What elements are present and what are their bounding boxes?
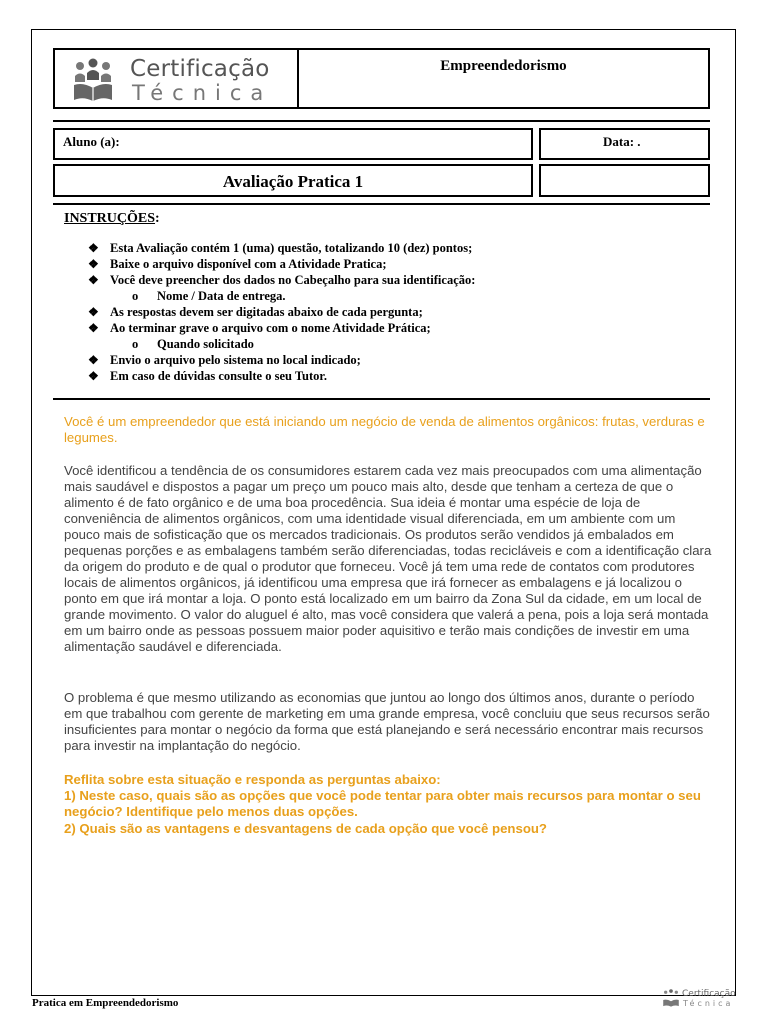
list-item <box>88 272 475 288</box>
instructions-list <box>88 240 475 384</box>
logo-text-certificacao: Certificação <box>130 56 270 82</box>
course-name: Empreendedorismo <box>440 58 567 74</box>
question-2: 2) Quais são as vantagens e desvantagens de cada opção que você pensou? <box>64 821 547 836</box>
footer-logo-text-1: Certificação <box>682 989 736 999</box>
data-label: Data: . <box>603 134 641 149</box>
instruction-text: Baixe o arquivo disponível com a Atividade Pratica; <box>110 257 387 271</box>
footer-logo <box>662 988 742 1012</box>
diamond-bullet-icon: ❖ <box>88 369 99 383</box>
list-item <box>88 352 475 368</box>
diamond-bullet-icon: ❖ <box>88 353 99 367</box>
instruction-text: Você deve preencher dos dados no Cabeçalho para sua identificação: <box>110 273 476 287</box>
instruction-text: Ao terminar grave o arquivo com o nome Atividade Prática; <box>110 321 431 335</box>
diamond-bullet-icon: ❖ <box>88 257 99 271</box>
problem-paragraph: O problema é que mesmo utilizando as economias que juntou ao longo dos últimos anos, durante o período em que trabalhou com gerente de marketing em uma grande empresa, você concluiu que seus recursos serão insuficientes para montar o negócio da forma que está planejando e será necessário encontrar mais recursos para investir na implantação do negócio. <box>64 690 710 753</box>
diamond-bullet-icon: ❖ <box>88 305 99 319</box>
aluno-field[interactable] <box>53 128 533 160</box>
footer-logo-text-2: Técnica <box>683 999 734 1008</box>
instructions-title: INSTRUÇÕES <box>64 211 156 226</box>
instruction-text: Esta Avaliação contém 1 (uma) questão, totalizando 10 (dez) pontos; <box>110 241 473 255</box>
divider-mid <box>53 203 710 205</box>
sub-list-item <box>88 288 475 304</box>
question-1: 1) Neste caso, quais são as opções que você pode tentar para obter mais recursos para montar o seu negócio? Identifique pelo menos duas opções. <box>64 788 701 819</box>
instructions-colon: : <box>155 211 160 226</box>
logo-cell <box>55 50 299 107</box>
list-item <box>88 320 475 336</box>
sub-instruction-text: Nome / Data de entrega. <box>157 289 286 303</box>
list-item <box>88 368 475 384</box>
people-book-logo-icon <box>73 58 113 102</box>
assessment-title: Avaliação Pratica 1 <box>53 164 533 197</box>
footer-logo-icon <box>662 989 680 1007</box>
logo-text-tecnica: Técnica <box>132 81 273 105</box>
instructions-heading <box>64 211 160 227</box>
instruction-text: Envio o arquivo pelo sistema no local indicado; <box>110 353 361 367</box>
divider-bottom <box>53 398 710 400</box>
list-item <box>88 240 475 256</box>
sub-instruction-text: Quando solicitado <box>157 337 254 351</box>
questions-intro: Reflita sobre esta situação e responda as perguntas abaixo: <box>64 772 441 787</box>
footer-course-label: Pratica em Empreendedorismo <box>32 997 179 1009</box>
list-item <box>88 256 475 272</box>
aluno-label: Aluno (a): <box>63 134 120 149</box>
instruction-text: As respostas devem ser digitadas abaixo de cada pergunta; <box>110 305 423 319</box>
diamond-bullet-icon: ❖ <box>88 321 99 335</box>
data-field[interactable] <box>539 128 710 160</box>
grade-field[interactable] <box>539 164 710 197</box>
intro-paragraph: Você é um empreendedor que está iniciando um negócio de venda de alimentos orgânicos: frutas, verduras e legumes. <box>64 414 705 445</box>
sub-list-item <box>88 336 475 352</box>
diamond-bullet-icon: ❖ <box>88 241 99 255</box>
list-item <box>88 304 475 320</box>
instruction-text: Em caso de dúvidas consulte o seu Tutor. <box>110 369 327 383</box>
diamond-bullet-icon: ❖ <box>88 273 99 287</box>
header-box <box>53 48 710 109</box>
context-paragraph: Você identificou a tendência de os consumidores estarem cada vez mais preocupados com uma alimentação mais saudável e dispostos a pagar um preço um pouco mais alto, desde que tenham a certeza de que o alimento é de fato orgânico e de uma boa procedência. Sua ideia é montar uma espécie de loja de conveniência de alimentos orgânicos, com uma identidade visual diferenciada, em um ambiente com um pouco mais de sofisticação que os mercados tradicionais. Os produtos serão vendidos já embalados em pequenas porções e as embalagens também serão diferenciadas, todas recicláveis e com a identificação clara da origem do produto e de qual o produtor que forneceu. Você já tem uma rede de contatos com produtores locais de alimentos orgânicos, já identificou uma empresa que irá fornecer as embalagens e já localizou o ponto em que irá montar a loja. O ponto está localizado em um bairro da Zona Sul da cidade, em um local de grande movimento. O valor do aluguel é alto, mas você considera que valerá a pena, pois a loja será montada em um bairro onde as pessoas possuem maior poder aquisitivo e terão mais condições de investir em uma alimentação saudável e diferenciada. <box>64 463 712 654</box>
sub-bullet: o <box>132 337 139 351</box>
divider-top <box>53 120 710 122</box>
sub-bullet: o <box>132 289 139 303</box>
